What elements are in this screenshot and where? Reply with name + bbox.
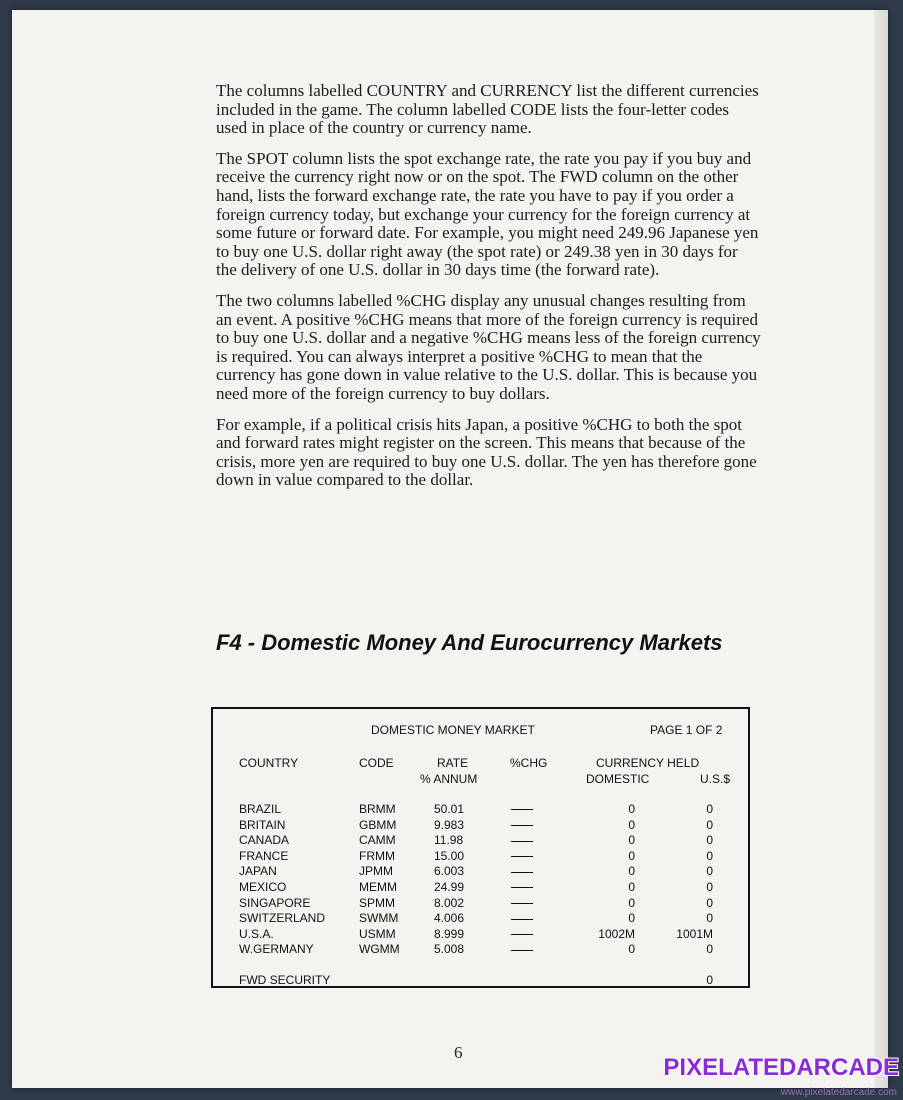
row-rate: 8.999 [434,926,465,941]
row-chg [511,864,533,878]
row-code: WGMM [359,942,400,957]
row-country: SWITZERLAND [239,911,326,926]
manual-page [12,10,888,1088]
row-usd: 0 [706,895,713,910]
chg-dash [511,919,533,920]
row-chg [511,880,533,894]
row-country: FRANCE [239,848,289,863]
row-domestic: 0 [628,802,635,816]
screen-title: DOMESTIC MONEY MARKET [371,723,535,737]
row-code: BRMM [359,802,396,816]
row-domestic: 1002M [598,926,635,941]
row-domestic: 0 [628,895,635,910]
row-rate: 11.98 [434,833,464,848]
watermark-logo: PIXELATEDARCADE [663,1054,899,1081]
row-rate: 6.003 [434,864,465,879]
row-chg [511,802,533,816]
paragraph-columns: The columns labelled COUNTRY and CURRENCY list the different currencies included in the game. The column labelled CODE lists the four-letter codes used in place of the country or currency name. [216,81,759,138]
row-rate: 15.00 [434,848,465,863]
section-heading: F4 - Domestic Money And Eurocurrency Markets [216,630,723,655]
chg-dash [511,934,533,935]
row-usd: 0 [706,817,713,832]
chg-dash [511,809,533,810]
chg-dash [511,825,533,826]
row-domestic: 0 [628,911,635,926]
row-chg [511,911,533,925]
row-domestic: 0 [628,848,635,863]
row-code: MEMM [359,880,397,894]
row-usd: 0 [706,802,713,816]
row-country: W.GERMANY [239,942,314,957]
row-chg [511,927,533,941]
row-usd: 0 [706,848,713,863]
chg-dash [511,903,533,904]
row-code: JPMM [359,864,393,879]
body-text [216,82,761,502]
watermark-url: www.pixelatedarcade.com [780,1087,897,1098]
row-usd: 0 [706,864,713,879]
page-number: 6 [454,1043,463,1062]
chg-dash [511,872,533,873]
row-domestic: 0 [628,864,635,879]
row-rate: 5.008 [434,942,465,957]
paragraph-example: For example, if a political crisis hits Japan, a positive %CHG to both the spot and forward rates might register on the screen. This means that because of the crisis, more yen are required to buy one U.S. dollar. The yen has therefore gone down in value compared to the dollar. [216,414,757,490]
row-rate: 8.002 [434,895,465,910]
row-rate: 9.983 [434,817,465,832]
row-code: FRMM [359,848,395,863]
row-code: USMM [359,926,396,941]
row-chg [511,896,533,910]
chg-dash [511,887,533,888]
row-code: SWMM [359,911,399,926]
header-rate: RATE [437,756,469,770]
paragraph-chg: The two columns labelled %CHG display any unusual changes resulting from an event. A positive %CHG means that more of the foreign currency is required to buy one U.S. dollar and a negative %CHG means less of the foreign currency is required. You can always interpret a positive %CHG to mean that the currency has gone down in value relative to the U.S. dollar. This is because you need more of the foreign currency to buy dollars. [216,290,761,403]
row-country: SINGAPORE [239,895,311,910]
header-currency-held: CURRENCY HELD [596,756,700,770]
row-domestic: 0 [628,833,635,848]
row-domestic: 0 [628,942,635,957]
row-code: SPMM [359,895,395,910]
header-domestic: DOMESTIC [586,772,650,786]
page-spine [874,10,888,1088]
row-domestic: 0 [628,880,635,894]
row-code: CAMM [359,833,396,848]
header-code: CODE [359,756,394,770]
row-usd: 0 [706,833,713,848]
row-country: CANADA [239,833,290,848]
header-chg: %CHG [510,756,548,770]
row-usd: 0 [706,942,713,957]
chg-dash [511,841,533,842]
screen-page-indicator: PAGE 1 OF 2 [650,723,723,737]
row-chg [511,833,533,847]
row-usd: 0 [706,880,713,894]
fwd-security-value: 0 [706,973,713,987]
row-rate: 24.99 [434,880,465,894]
row-code: GBMM [359,817,397,832]
chg-dash [511,950,533,951]
row-country: JAPAN [239,864,277,879]
row-chg [511,849,533,863]
header-country: COUNTRY [239,756,299,770]
row-country: BRAZIL [239,802,282,816]
header-usd: U.S.$ [700,772,731,786]
row-country: MEXICO [239,880,287,894]
row-rate: 50.01 [434,802,465,816]
paragraph-spot-fwd: The SPOT column lists the spot exchange rate, the rate you pay if you buy and receive the currency right now or on the spot. The FWD column on the other hand, lists the forward exchange rate, the rate you have to pay if you order a foreign currency today, but exchange your currency for the foreign currency at some future or forward date. For example, you might need 249.96 Japanese yen to buy one U.S. dollar right away (the spot rate) or 249.38 yen in 30 days for the delivery of one U.S. dollar in 30 days time (the forward rate). [216,148,759,280]
row-chg [511,818,533,832]
row-country: BRITAIN [239,817,286,832]
money-market-screen [211,707,750,988]
row-usd: 0 [706,911,713,926]
row-usd: 1001M [676,926,713,941]
row-domestic: 0 [628,817,635,832]
row-country: U.S.A. [239,926,274,941]
header-rate-annum: % ANNUM [420,772,478,786]
row-rate: 4.006 [434,911,465,926]
chg-dash [511,856,533,857]
row-chg [511,942,533,956]
fwd-security-label: FWD SECURITY [239,973,331,987]
